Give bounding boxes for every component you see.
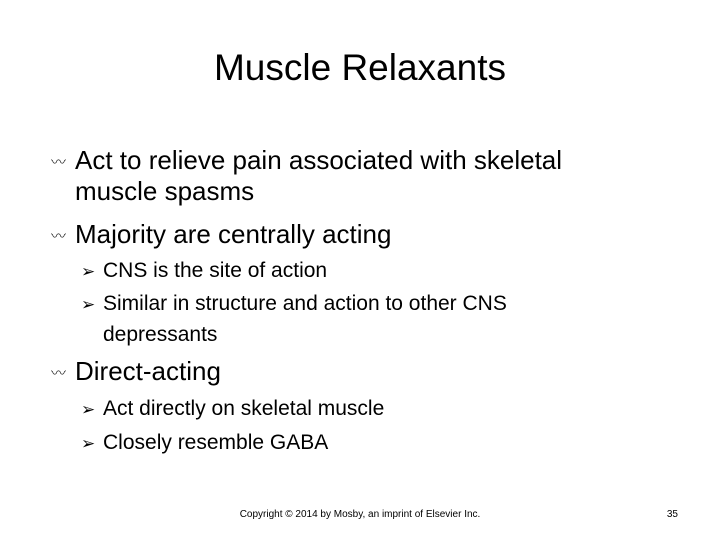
bullet-line: Act to relieve pain associated with skeletal [75,145,563,175]
bullet-line: muscle spasms [75,176,255,206]
wavy-bullet-icon: 〰 [51,364,67,382]
sub-bullet-similar-structure: Similar in structure and action to other CNS depressants [103,292,507,346]
arrowhead-bullet-icon: ➢ [81,295,96,315]
bullet-act-to-relieve [75,145,675,207]
page-number: 35 [666,509,678,520]
bullet-direct-acting: Direct-acting [75,356,221,386]
sub-bullet-act-directly: Act directly on skeletal muscle [103,397,385,420]
wavy-bullet-icon: 〰 [51,227,67,245]
copyright-footer: Copyright © 2014 by Mosby, an imprint of Elsevier Inc. [239,509,481,520]
wavy-bullet-icon: 〰 [51,153,67,171]
slide-title: Muscle Relaxants [213,47,506,88]
arrowhead-bullet-icon: ➢ [81,262,96,282]
sub-bullet-cns-site: CNS is the site of action [103,259,328,282]
sub-bullet-resemble-gaba: Closely resemble GABA [103,431,329,454]
bullet-majority-centrally: Majority are centrally acting [75,219,392,249]
arrowhead-bullet-icon: ➢ [81,400,96,420]
arrowhead-bullet-icon: ➢ [81,434,96,454]
